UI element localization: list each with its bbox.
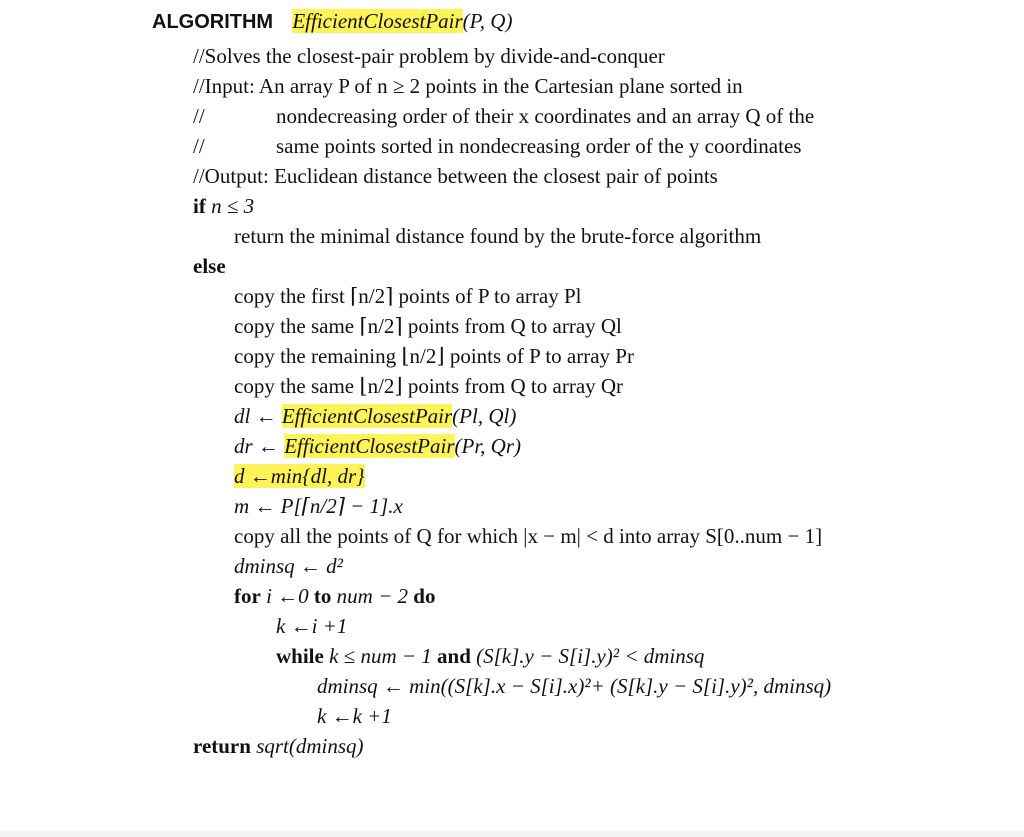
algorithm-signature: (P, Q) bbox=[462, 9, 513, 33]
comment-line-3: nondecreasing order of their x coordinates and an array Q of the bbox=[276, 104, 815, 128]
algorithm-name: EfficientClosestPair bbox=[292, 9, 463, 33]
dminsq-init: dminsq ← d² bbox=[234, 554, 343, 578]
comment-marker-4: // bbox=[193, 134, 205, 158]
return-keyword: return bbox=[193, 734, 251, 758]
for-init: i ←0 bbox=[266, 584, 309, 608]
while-cond-2: (S[k].y − S[i].y)² < dminsq bbox=[476, 644, 705, 668]
while-cond-1: k ≤ num − 1 bbox=[329, 644, 432, 668]
dl-call-args: (Pl, Ql) bbox=[452, 404, 517, 428]
while-loop bbox=[276, 644, 704, 668]
algorithm-keyword: ALGORITHM bbox=[152, 11, 274, 33]
return-statement bbox=[193, 734, 364, 758]
copy-s-line: copy all the points of Q for which |x − m| < d into array S[0..num − 1] bbox=[234, 524, 823, 548]
copy-line-4: copy the same ⌊n/2⌋ points from Q to array Qr bbox=[234, 374, 624, 398]
copy-line-2: copy the same ⌈n/2⌉ points from Q to array Ql bbox=[234, 314, 622, 338]
while-keyword: while bbox=[276, 644, 324, 668]
if-statement bbox=[193, 194, 254, 218]
k-init: k ←i +1 bbox=[276, 614, 348, 638]
k-increment: k ←k +1 bbox=[317, 704, 392, 728]
do-keyword: do bbox=[413, 584, 436, 608]
dr-call-args: (Pr, Qr) bbox=[454, 434, 522, 458]
if-condition: n ≤ 3 bbox=[211, 194, 255, 218]
dl-lhs: dl ← bbox=[234, 404, 277, 428]
comment-line-4: same points sorted in nondecreasing order of the y coordinates bbox=[276, 134, 802, 158]
for-keyword: for bbox=[234, 584, 261, 608]
d-min-expr: d ←min{dl, dr} bbox=[234, 464, 365, 488]
dr-call-name: EfficientClosestPair bbox=[284, 434, 455, 458]
to-keyword: to bbox=[313, 584, 332, 608]
for-end: num − 2 bbox=[336, 584, 409, 608]
m-assignment: m ← P[⌈n/2⌉ − 1].x bbox=[234, 494, 403, 518]
copy-line-3: copy the remaining ⌊n/2⌋ points of P to array Pr bbox=[234, 344, 634, 368]
comment-marker-3: // bbox=[193, 104, 205, 128]
dl-assignment bbox=[234, 404, 516, 428]
dr-lhs: dr ← bbox=[234, 434, 279, 458]
dl-call-name: EfficientClosestPair bbox=[281, 404, 453, 428]
bottom-strip bbox=[0, 831, 1024, 837]
dr-assignment bbox=[234, 434, 521, 458]
d-min-line bbox=[234, 464, 365, 488]
comment-line-1: //Solves the closest-pair problem by divide-and-conquer bbox=[193, 44, 665, 68]
comment-line-2: //Input: An array P of n ≥ 2 points in the Cartesian plane sorted in bbox=[193, 74, 743, 98]
and-keyword: and bbox=[437, 644, 471, 668]
else-keyword: else bbox=[193, 254, 226, 278]
return-expr: sqrt(dminsq) bbox=[256, 734, 364, 758]
dminsq-update: dminsq ← min((S[k].x − S[i].x)²+ (S[k].y − S[i].y)², dminsq) bbox=[317, 674, 832, 698]
brute-force-line: return the minimal distance found by the brute-force algorithm bbox=[234, 224, 762, 248]
if-keyword: if bbox=[193, 194, 206, 218]
copy-line-1: copy the first ⌈n/2⌉ points of P to array Pl bbox=[234, 284, 582, 308]
comment-line-5: //Output: Euclidean distance between the closest pair of points bbox=[193, 164, 718, 188]
algorithm-header bbox=[152, 9, 512, 34]
for-loop bbox=[234, 584, 435, 608]
